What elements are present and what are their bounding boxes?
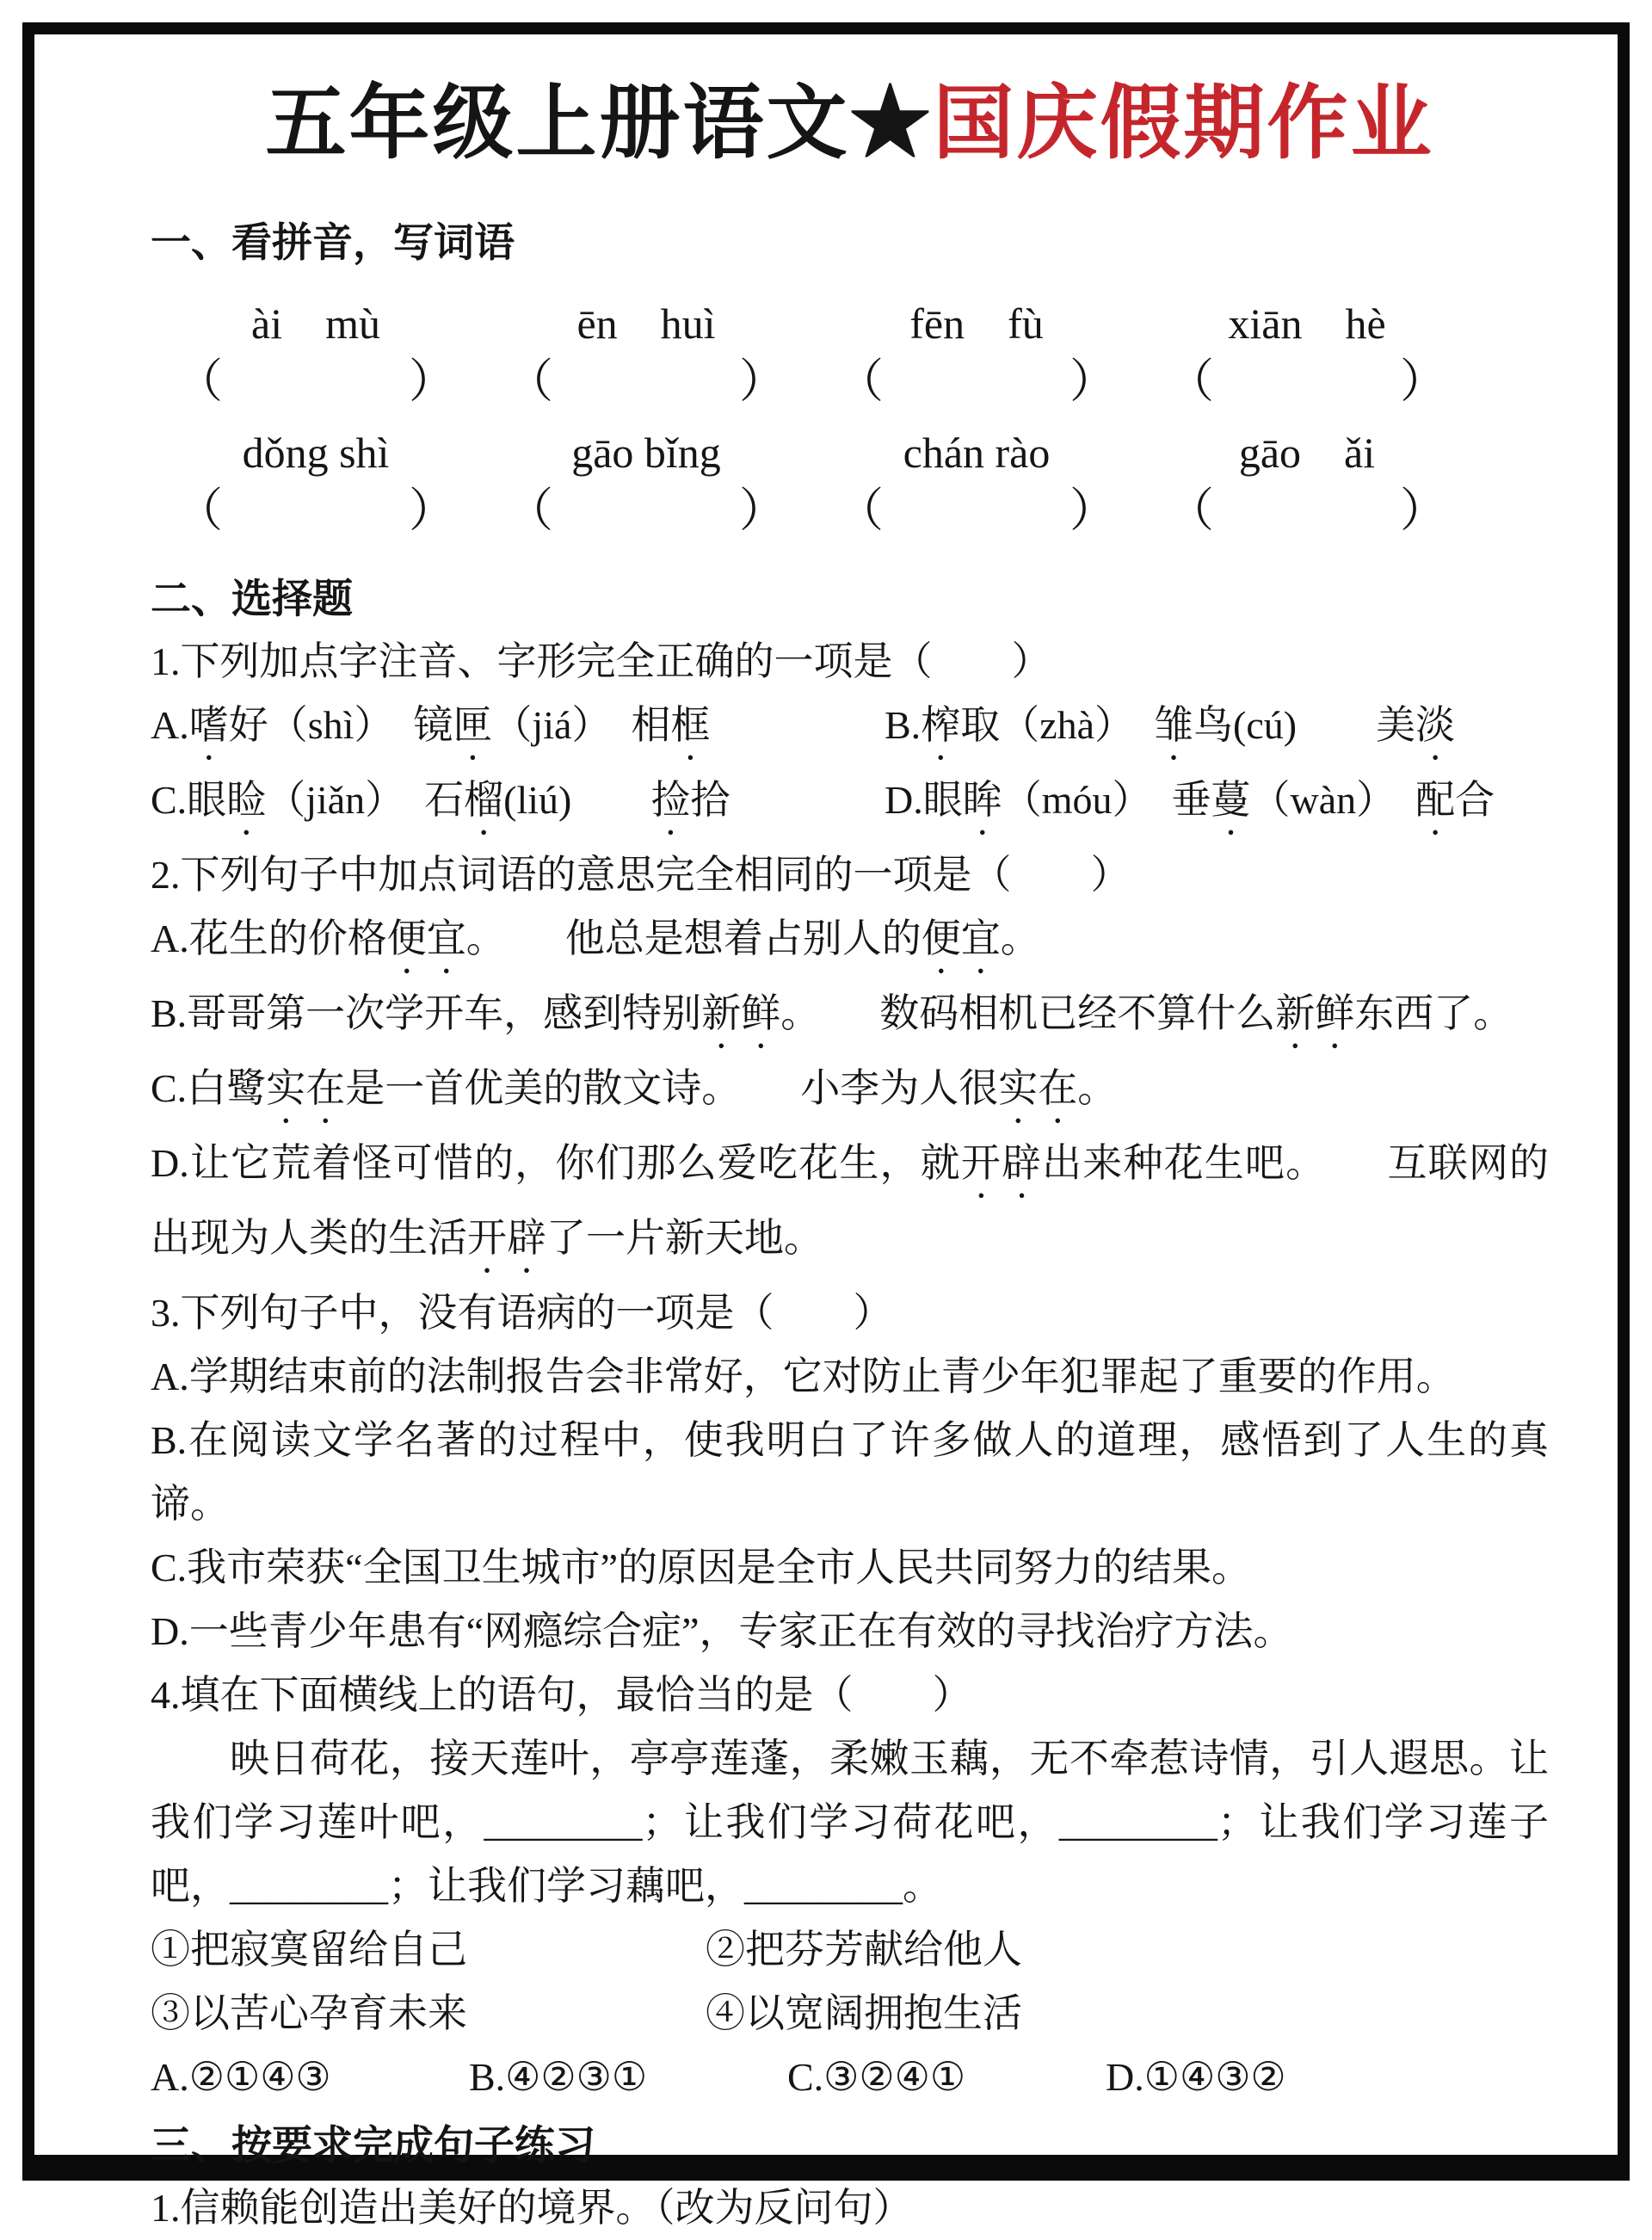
option-c: C.眼睑（jiǎn） 石榴(liú) 捡拾 [151, 778, 730, 823]
answer-parentheses: （ ） [507, 355, 786, 408]
section-heading-pinyin: 一、看拼音，写词语 [151, 221, 515, 267]
answer-parentheses: （ ） [1168, 355, 1446, 408]
title-black-part: 五年级上册语文★ [265, 79, 934, 169]
worksheet-content [34, 34, 1618, 2240]
question-2-option-a: A.花生的价格便宜。 他总是想着占别人的便宜。 [151, 916, 1040, 961]
pinyin-word: gāo ǎi [1238, 429, 1376, 478]
item-4: ④以宽阔拥抱生活 [706, 1991, 1022, 2036]
question-1-stem: 1.下列加点字注音、字形完全正确的一项是（ ） [151, 639, 1051, 684]
sentence-question-1: 1.信赖能创造出美好的境界。（改为反问句） [151, 2186, 913, 2231]
question-2-option-c: C.白鹭实在是一首优美的散文诗。 小李为人很实在。 [151, 1066, 1118, 1111]
question-4-items-row-1 [151, 1918, 1549, 1982]
pinyin-row-2 [151, 425, 1549, 480]
pinyin-word: fēn fù [909, 299, 1044, 349]
pinyin-word: gāo bǐng [571, 429, 721, 478]
question-3-option-d: D.一些青少年患有“网瘾综合症”，专家正在有效的寻找治疗方法。 [151, 1609, 1293, 1654]
pinyin-word: chán rào [903, 429, 1051, 478]
question-1-options-row-ab [151, 694, 1549, 768]
answer-d: D.①④③② [1106, 2055, 1286, 2100]
option-b: B.榨取（zhà） 雏鸟(cú) 美淡 [885, 703, 1456, 748]
item-2: ②把芬芳献给他人 [706, 1928, 1022, 1972]
page-frame [22, 22, 1630, 2231]
answer-b: B.④②③① [469, 2055, 648, 2100]
pinyin-answer-row-2 [151, 480, 1549, 540]
answer-parentheses: （ ） [837, 355, 1116, 408]
answer-parentheses: （ ） [176, 355, 455, 408]
question-4-answers-row [151, 2046, 1549, 2109]
answer-a: A.②①④③ [151, 2055, 331, 2100]
section-heading-sentence: 三、按要求完成句子练习 [151, 2124, 595, 2169]
pinyin-word: ēn huì [576, 299, 716, 349]
question-3-option-c: C.我市荣获“全国卫生城市”的原因是全市人民共同努力的结果。 [151, 1546, 1252, 1590]
question-4-passage: 映日荷花，接天莲叶，亭亭莲蓬，柔嫩玉藕，无不牵惹诗情，引人遐思。让我们学习莲叶吧，________；让我们学习荷花吧，________；让我们学习莲子吧，________；让我们学习藕吧，________。 [151, 1737, 1549, 1909]
worksheet-title [151, 77, 1549, 170]
question-2-stem: 2.下列句子中加点词语的意思完全相同的一项是（ ） [151, 853, 1131, 898]
pinyin-word: ài mù [251, 299, 380, 349]
question-4-items-row-2 [151, 1982, 1549, 2046]
title-red-part: 国庆假期作业 [933, 79, 1434, 169]
question-1-options-row-cd [151, 768, 1549, 843]
pinyin-word: dǒng shì [242, 429, 390, 478]
pinyin-row-1 [151, 296, 1549, 351]
pinyin-answer-row-1 [151, 351, 1549, 411]
question-2-option-b: B.哥哥第一次学开车，感到特别新鲜。 数码相机已经不算什么新鲜东西了。 [151, 991, 1513, 1036]
answer-parentheses: （ ） [837, 484, 1116, 537]
question-2-option-d: D.让它荒着怪可惜的，你们那么爱吃花生，就开辟出来种花生吧。 互联网的出现为人类的生活开辟了一片新天地。 [151, 1141, 1549, 1261]
answer-c: C.③②④① [787, 2055, 966, 2100]
option-a: A.嗜好（shì） 镜匣（jiá） 相框 [151, 703, 711, 748]
question-3-stem: 3.下列句子中，没有语病的一项是（ ） [151, 1291, 893, 1336]
section-heading-choice: 二、选择题 [151, 577, 353, 623]
question-3-option-b: B.在阅读文学名著的过程中，使我明白了许多做人的道理，感悟到了人生的真谛。 [151, 1418, 1549, 1527]
pinyin-word: xiān hè [1228, 299, 1386, 349]
answer-parentheses: （ ） [1168, 484, 1446, 537]
question-4-stem: 4.填在下面横线上的语句，最恰当的是（ ） [151, 1673, 972, 1718]
item-1: ①把寂寞留给自己 [151, 1928, 467, 1972]
question-3-option-a: A.学期结束前的法制报告会非常好，它对防止青少年犯罪起了重要的作用。 [151, 1354, 1456, 1399]
option-d: D.眼眸（móu） 垂蔓（wàn） 配合 [885, 778, 1495, 823]
answer-parentheses: （ ） [507, 484, 786, 537]
item-3: ③以苦心孕育未来 [151, 1991, 467, 2036]
answer-parentheses: （ ） [176, 484, 455, 537]
